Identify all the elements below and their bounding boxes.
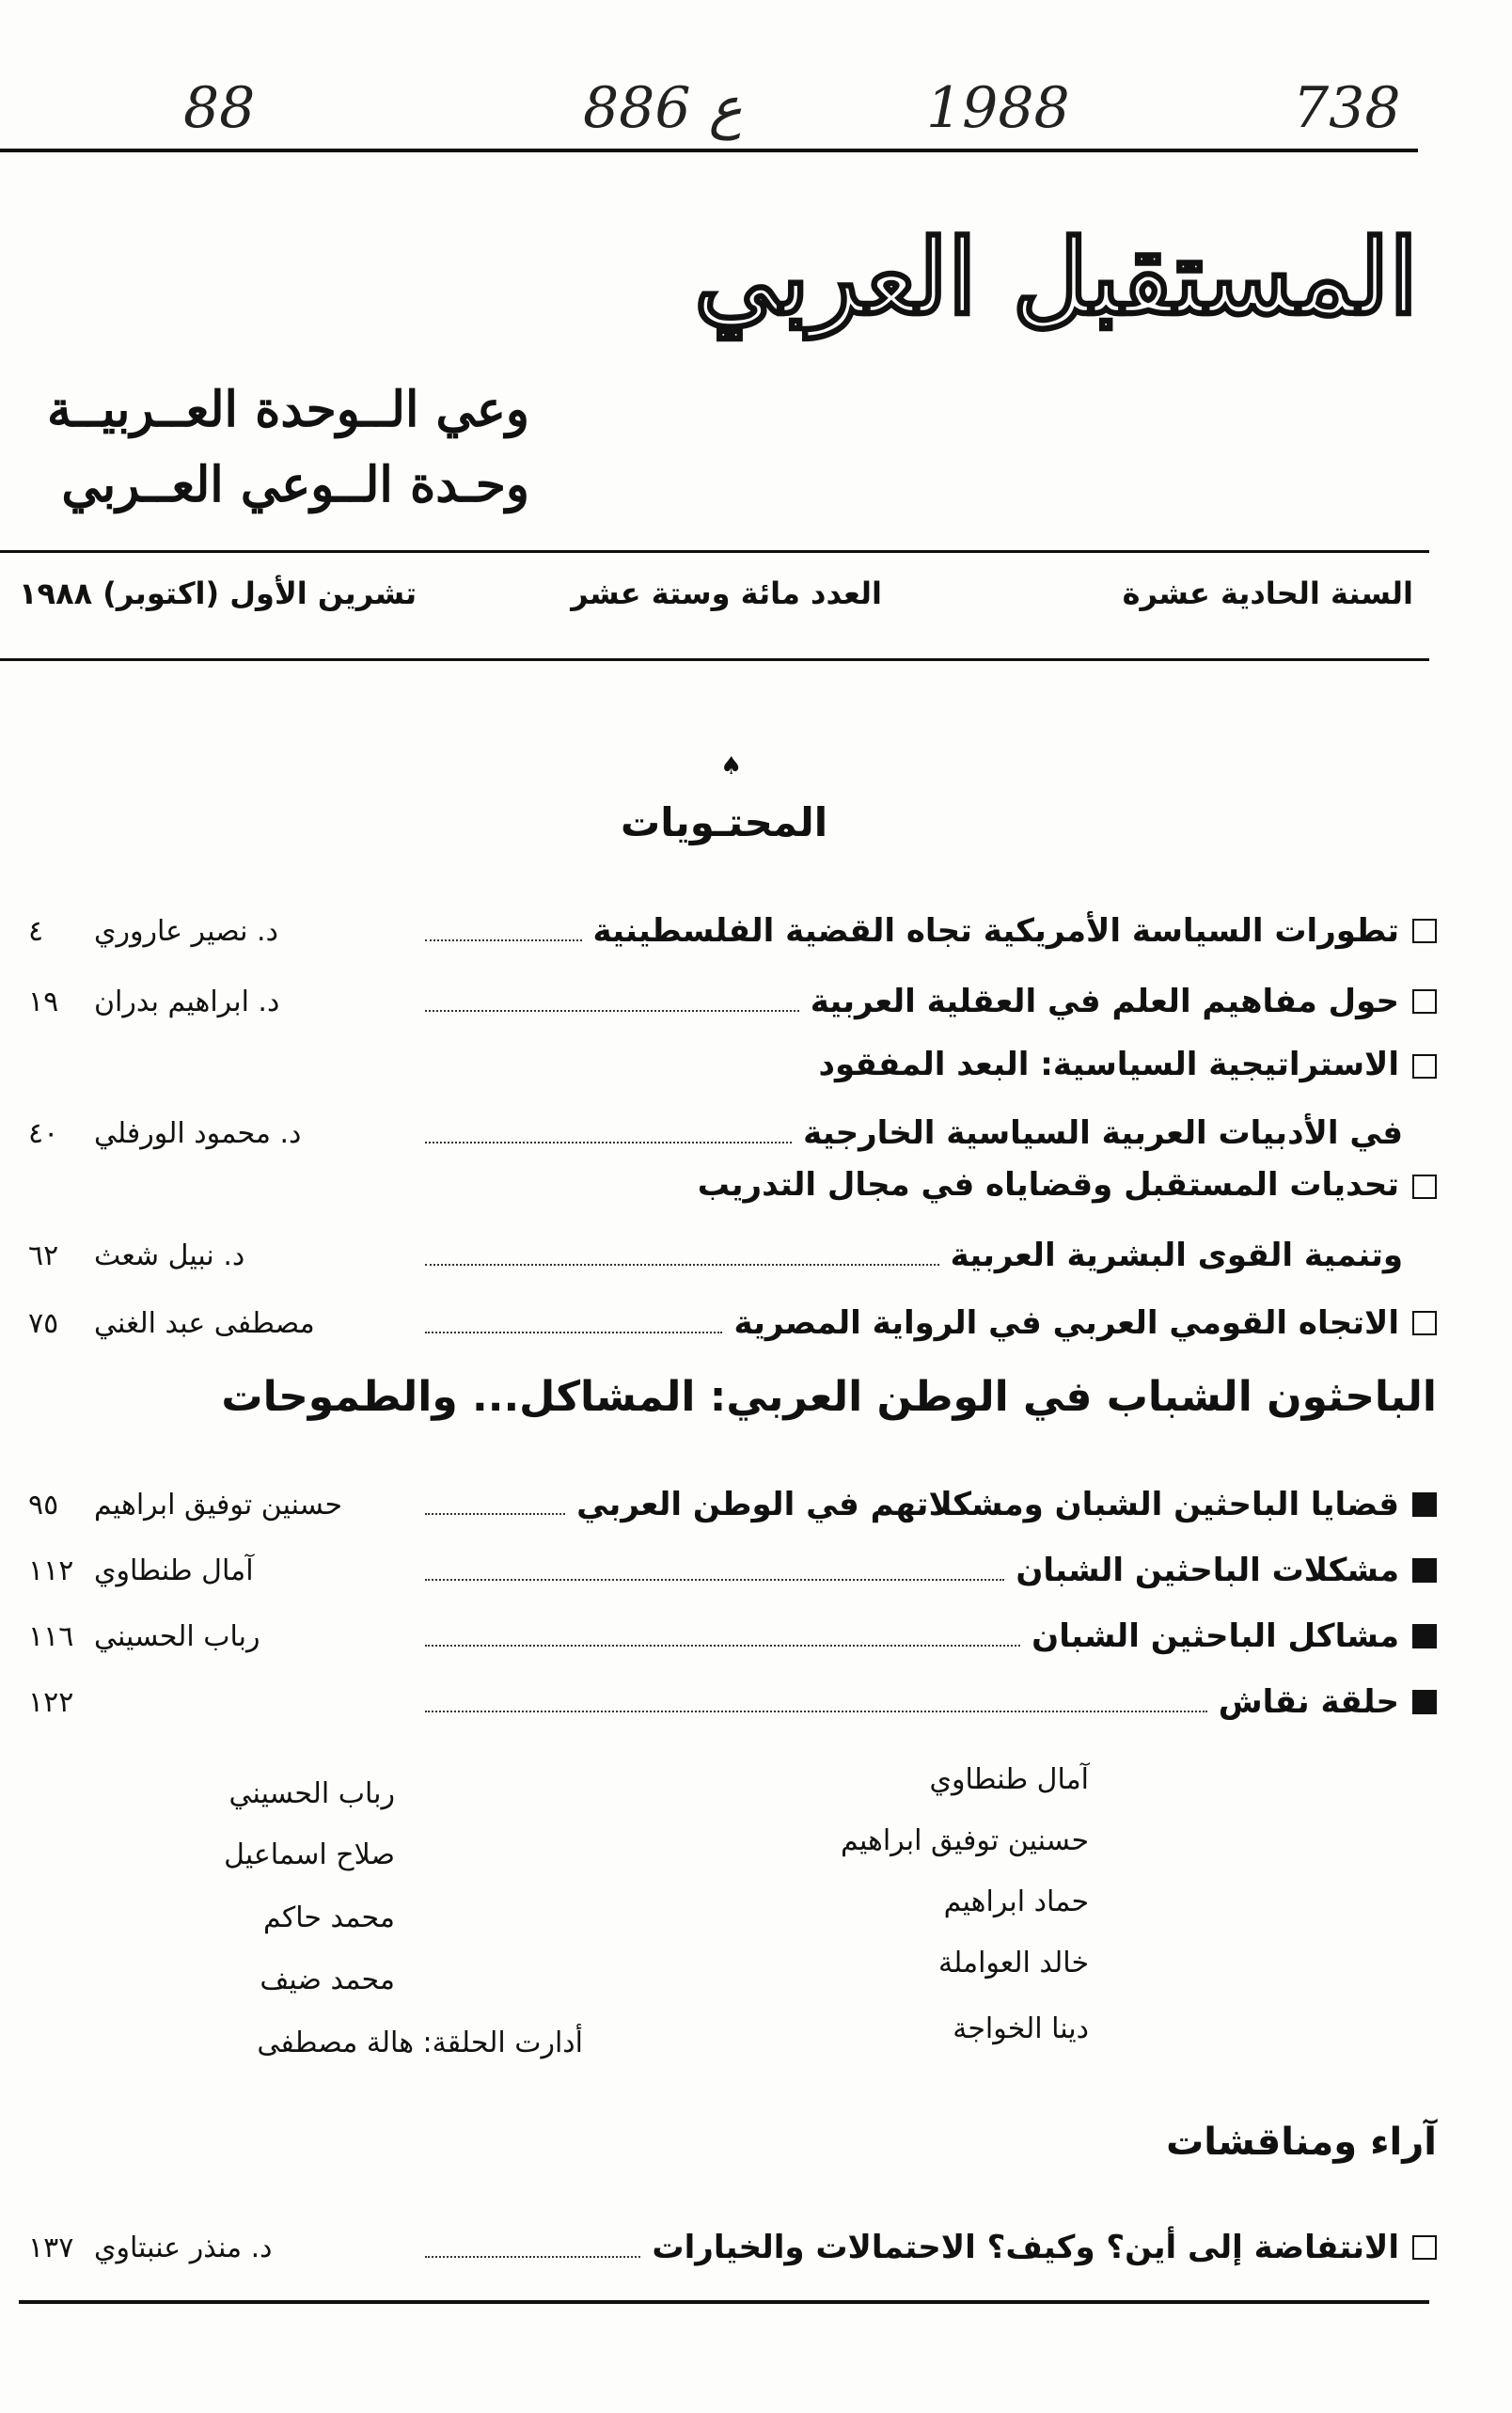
toc-author: حسنين توفيق ابراهيم — [94, 1488, 342, 1522]
leader-dots — [425, 1264, 939, 1266]
handwritten-issue: 886 ع — [583, 75, 743, 141]
opinions-title: آراء ومناقشات — [1166, 2121, 1437, 2164]
bottom-rule — [19, 2300, 1429, 2304]
toc-author: د. نصير عاروري — [94, 914, 278, 948]
toc-author: د. منذر عنبتاوي — [94, 2231, 273, 2264]
toc-page: ٤٠ — [28, 1116, 59, 1150]
participant: آمال طنطاوي — [929, 1763, 1089, 1796]
participant: حسنين توفيق ابراهيم — [841, 1824, 1089, 1857]
filled-square-bullet-icon — [1412, 1492, 1437, 1517]
meta-year: السنة الحادية عشرة — [1122, 576, 1413, 611]
handwritten-number-left: 88 — [183, 75, 256, 141]
toc-author: رباب الحسيني — [94, 1619, 260, 1653]
youth-section-title: الباحثون الشباب في الوطن العربي: المشاكل... والطموحات — [221, 1373, 1437, 1421]
toc-page: ٦٢ — [28, 1238, 59, 1272]
tagline-line2: وحـدة الــوعي العــربي — [61, 456, 529, 513]
leader-dots — [425, 1711, 1207, 1712]
toc-page: ١٣٧ — [28, 2231, 74, 2264]
toc-item-1[interactable]: تطورات السياسة الأمريكية تجاه القضية الفلسطينية د. نصير عاروري ٤ — [28, 907, 1437, 954]
toc-page: ٩٥ — [28, 1488, 59, 1522]
hollow-square-bullet-icon — [1412, 1054, 1437, 1079]
leader-dots — [425, 1142, 792, 1143]
moderator: أدارت الحلقة: هالة مصطفى — [257, 2027, 583, 2059]
toc-page: ١٢٢ — [28, 1685, 74, 1719]
youth-item-1[interactable]: قضايا الباحثين الشبان ومشكلاتهم في الوطن العربي حسنين توفيق ابراهيم ٩٥ — [28, 1481, 1437, 1528]
participant: محمد حاكم — [263, 1901, 395, 1934]
youth-item-4[interactable]: حلقة نقاش ١٢٢ — [28, 1679, 1437, 1726]
meta-rule-bottom — [0, 658, 1429, 661]
toc-author: مصطفى عبد الغني — [94, 1306, 315, 1340]
hollow-square-bullet-icon — [1412, 919, 1437, 943]
hollow-square-bullet-icon — [1412, 2235, 1437, 2260]
toc-title: تحديات المستقبل وقضاياه في مجال التدريب — [697, 1166, 1399, 1204]
leader-dots — [425, 1645, 1020, 1647]
participant: صلاح اسماعيل — [224, 1838, 395, 1871]
participant: دينا الخواجة — [953, 2012, 1089, 2045]
filled-square-bullet-icon — [1412, 1690, 1437, 1714]
filled-square-bullet-icon — [1412, 1558, 1437, 1583]
journal-logo: المستقبل العربي — [694, 216, 1418, 338]
toc-item-4-line2[interactable]: وتنمية القوى البشرية العربية د. نبيل شعث ٦٢ — [28, 1237, 1403, 1274]
toc-title: الاستراتيجية السياسية: البعد المفقود — [818, 1046, 1399, 1083]
toc-item-4[interactable] — [698, 1166, 1437, 1204]
toc-author: د. محمود الورفلي — [94, 1116, 302, 1150]
toc-item-2[interactable]: حول مفاهيم العلم في العقلية العربية د. ابراهيم بدران ١٩ — [28, 978, 1437, 1025]
filled-square-bullet-icon — [1412, 1624, 1437, 1648]
participant: رباب الحسيني — [228, 1777, 395, 1810]
hollow-square-bullet-icon — [1412, 989, 1437, 1014]
participant: محمد ضيف — [260, 1964, 395, 1996]
meta-date: تشرين الأول (اكتوبر) ١٩٨٨ — [19, 576, 417, 611]
toc-item-3-line2[interactable]: في الأدبيات العربية السياسية الخارجية د. محمود الورفلي ٤٠ — [28, 1114, 1403, 1152]
toc-page: ١١٢ — [28, 1553, 74, 1587]
meta-issue: العدد مائة وستة عشر — [571, 576, 882, 611]
opinions-item[interactable]: الانتفاضة إلى أين؟ وكيف؟ الاحتمالات والخيارات د. منذر عنبتاوي ١٣٧ — [28, 2224, 1437, 2271]
top-rule — [0, 149, 1418, 152]
toc-item-3[interactable] — [819, 1046, 1438, 1083]
handwritten-number-right: 738 — [1293, 75, 1401, 141]
toc-author: آمال طنطاوي — [94, 1553, 254, 1587]
toc-author: د. نبيل شعث — [94, 1238, 245, 1272]
hollow-square-bullet-icon — [1412, 1311, 1437, 1335]
toc-page: ١٩ — [28, 985, 59, 1018]
handwritten-year: 1988 — [926, 75, 1070, 141]
youth-item-2[interactable]: مشكلات الباحثين الشبان آمال طنطاوي ١١٢ — [28, 1547, 1437, 1594]
leader-dots — [425, 1010, 799, 1012]
youth-item-3[interactable]: مشاكل الباحثين الشبان رباب الحسيني ١١٦ — [28, 1613, 1437, 1660]
hollow-square-bullet-icon — [1412, 1175, 1437, 1199]
participant: حماد ابراهيم — [943, 1885, 1089, 1918]
toc-author: د. ابراهيم بدران — [94, 985, 280, 1018]
spade-ornament: ♠ — [720, 752, 743, 781]
leader-dots — [425, 1332, 722, 1333]
leader-dots — [425, 1579, 1004, 1581]
toc-page: ٤ — [28, 914, 44, 948]
toc-page: ٧٥ — [28, 1306, 59, 1340]
toc-item-5[interactable]: الاتجاه القومي العربي في الرواية المصرية مصطفى عبد الغني ٧٥ — [28, 1300, 1437, 1347]
leader-dots — [425, 1513, 565, 1515]
leader-dots — [425, 2256, 640, 2258]
tagline-line1: وعي الــوحدة العــربيــة — [46, 381, 529, 438]
participant: خالد العواملة — [938, 1947, 1089, 1979]
contents-title: المحتـويات — [621, 799, 828, 845]
leader-dots — [425, 939, 582, 941]
toc-page: ١١٦ — [28, 1619, 74, 1653]
meta-rule-top — [0, 550, 1429, 553]
